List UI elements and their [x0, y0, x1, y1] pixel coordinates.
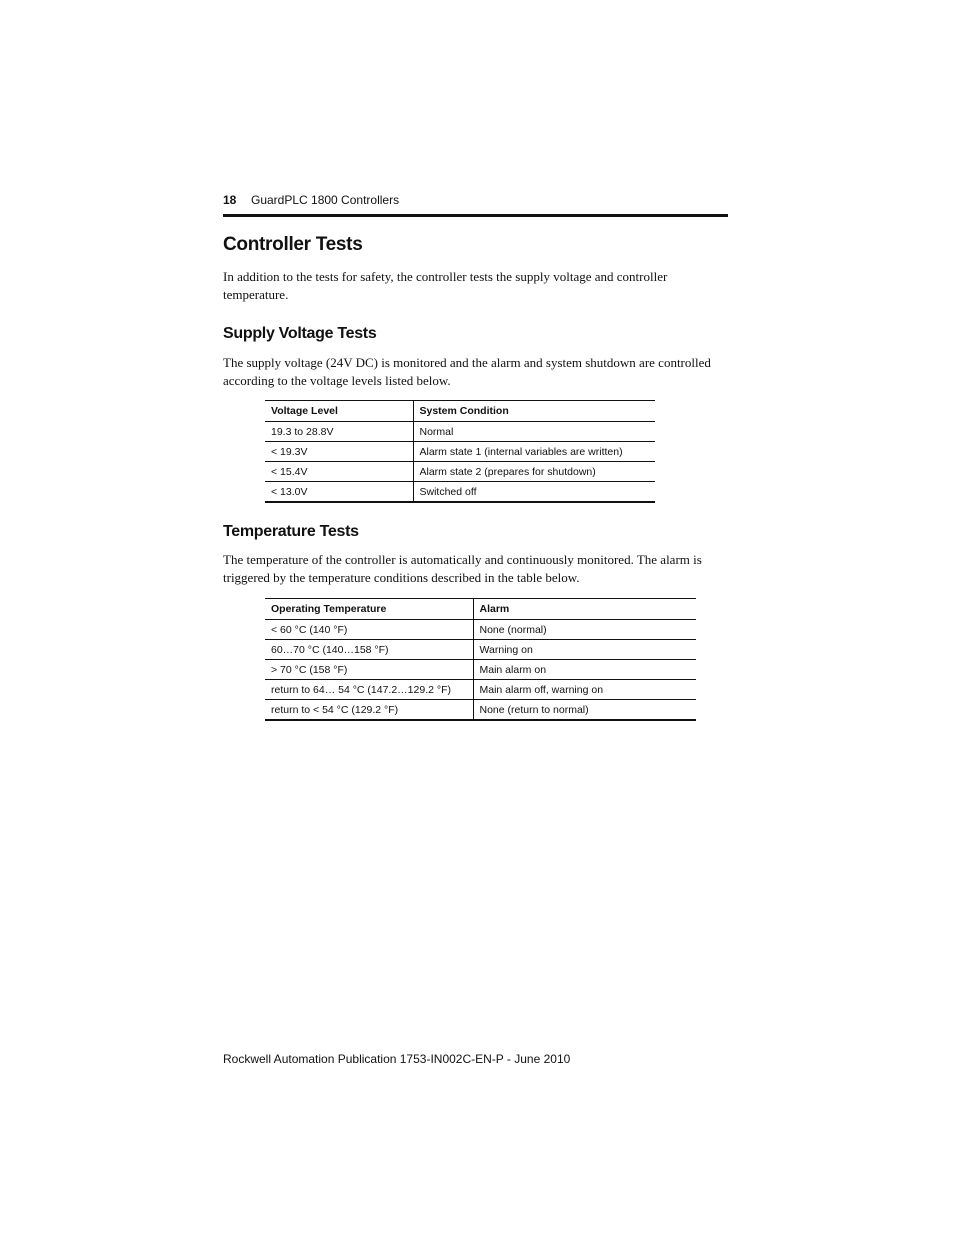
header-rule: [223, 214, 728, 217]
table-row: [265, 640, 696, 660]
alarm-cell: None (return to normal): [479, 703, 589, 716]
table-row: [265, 442, 655, 462]
running-header: [223, 192, 728, 208]
voltage-level-cell: < 15.4V: [265, 462, 413, 482]
section-title: Controller Tests: [223, 234, 363, 255]
running-title: GuardPLC 1800 Controllers: [251, 193, 400, 207]
voltage-table-header: [265, 401, 655, 422]
table-row: [265, 700, 696, 721]
operating-temperature-cell: 60…70 °C (140…158 °F): [265, 640, 473, 660]
table-row: [265, 680, 696, 700]
alarm-cell: Warning on: [479, 643, 533, 656]
alarm-cell: None (normal): [479, 623, 547, 636]
alarm-cell: Main alarm off, warning on: [479, 683, 604, 696]
supply-voltage-title: Supply Voltage Tests: [223, 325, 377, 342]
system-condition-cell: Normal: [419, 425, 454, 438]
table-row: [265, 422, 655, 442]
temperature-text: The temperature of the controller is automatically and continuously monitored. The alarm is triggered by the temperature conditions described in the table below.: [223, 552, 702, 585]
temperature-table-header: [265, 599, 696, 620]
voltage-level-cell: < 13.0V: [265, 482, 413, 503]
system-condition-header: System Condition: [419, 405, 509, 417]
supply-voltage-text: The supply voltage (24V DC) is monitored and the alarm and system shutdown are controlled according to the voltage levels listed below.: [223, 355, 711, 388]
system-condition-cell: Alarm state 1 (internal variables are written): [419, 445, 623, 458]
alarm-cell: Main alarm on: [479, 663, 547, 676]
voltage-level-cell: 19.3 to 28.8V: [265, 422, 413, 442]
publication-footer: Rockwell Automation Publication 1753-IN002C-EN-P - June 2010: [223, 1052, 571, 1066]
table-row: [265, 462, 655, 482]
operating-temperature-cell: < 60 °C (140 °F): [265, 620, 473, 640]
operating-temperature-header: Operating Temperature: [265, 599, 473, 620]
operating-temperature-cell: return to < 54 °C (129.2 °F): [265, 700, 473, 721]
section-intro: In addition to the tests for safety, the controller tests the supply voltage and controller temperature.: [223, 269, 668, 302]
operating-temperature-cell: > 70 °C (158 °F): [265, 660, 473, 680]
table-row: [265, 660, 696, 680]
voltage-table: [265, 400, 655, 503]
system-condition-cell: Alarm state 2 (prepares for shutdown): [419, 465, 596, 478]
page-number: 18: [223, 193, 237, 207]
system-condition-cell: Switched off: [419, 485, 477, 498]
voltage-level-cell: < 19.3V: [265, 442, 413, 462]
table-row: [265, 620, 696, 640]
table-row: [265, 482, 655, 503]
temperature-title: Temperature Tests: [223, 523, 359, 540]
operating-temperature-cell: return to 64… 54 °C (147.2…129.2 °F): [265, 680, 473, 700]
alarm-header: Alarm: [479, 603, 510, 615]
temperature-table: [265, 598, 696, 721]
voltage-level-header: Voltage Level: [265, 401, 413, 422]
